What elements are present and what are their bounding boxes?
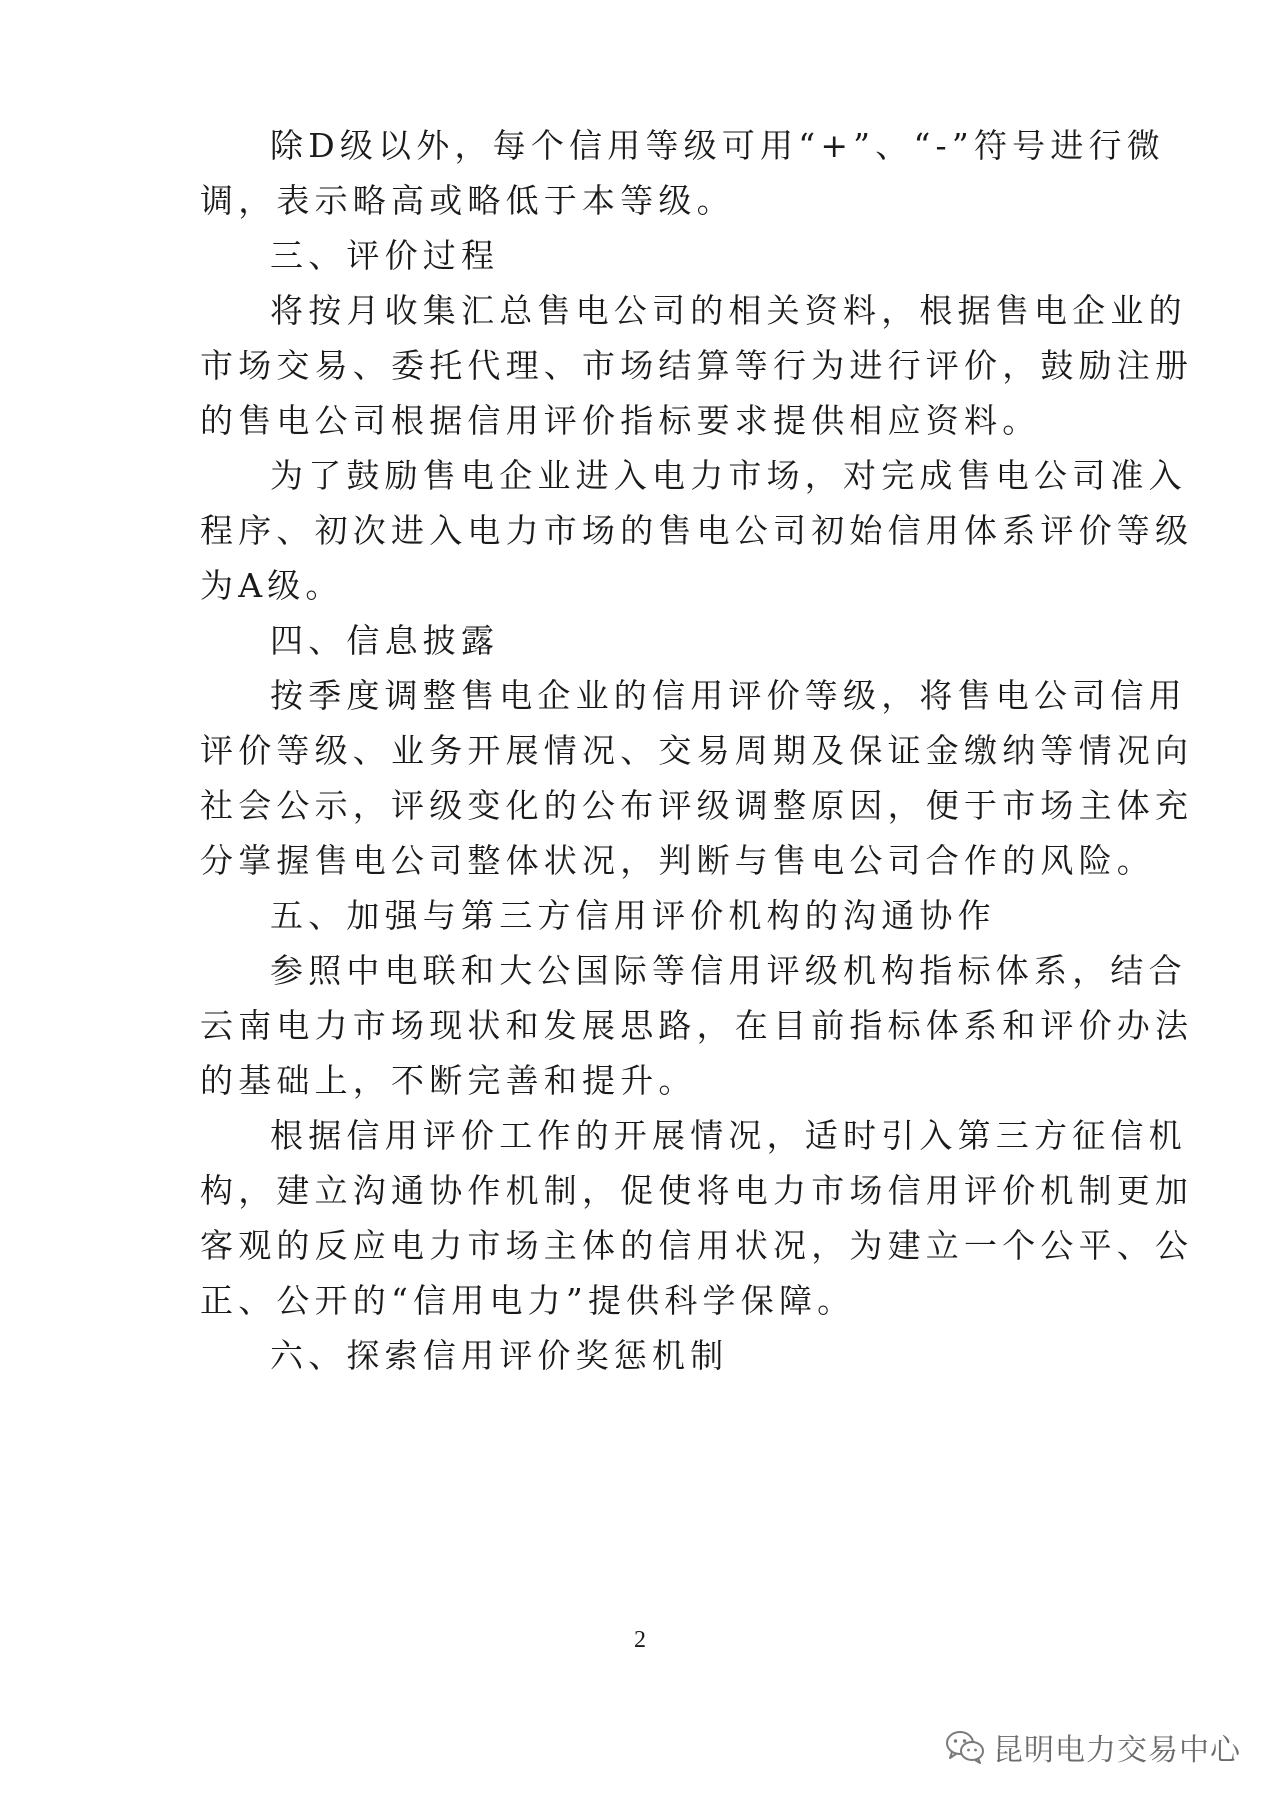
page-number: 2 (634, 1627, 646, 1653)
text-line: 按季度调整售电企业的信用评价等级，将售电公司信用 (270, 676, 1187, 715)
text-line: 构，建立沟通协作机制，促使将电力市场信用评价机制更加 (200, 1171, 1194, 1210)
text-line: 为了鼓励售电企业进入电力市场，对完成售电公司准入 (270, 456, 1187, 495)
text-line: 客观的反应电力市场主体的信用状况，为建立一个公平、公 (200, 1226, 1194, 1265)
section-heading: 六、探索信用评价奖惩机制 (270, 1336, 729, 1375)
text-line: 将按月收集汇总售电公司的相关资料，根据售电企业的 (270, 291, 1187, 330)
wechat-icon (945, 1729, 985, 1765)
text-line: 的基础上，不断完善和提升。 (200, 1061, 697, 1100)
text-line: 正、公开的“信用电力”提供科学保障。 (200, 1281, 856, 1320)
text-line: 参照中电联和大公国际等信用评级机构指标体系，结合 (270, 951, 1187, 990)
section-heading: 四、信息披露 (270, 621, 500, 660)
text-line: 云南电力市场现状和发展思路，在目前指标体系和评价办法 (200, 1006, 1194, 1045)
text-line: 市场交易、委托代理、市场结算等行为进行评价，鼓励注册 (200, 346, 1194, 385)
text-line: 的售电公司根据信用评价指标要求提供相应资料。 (200, 401, 1041, 440)
watermark-text: 昆明电力交易中心 (993, 1733, 1241, 1768)
text-line: 分掌握售电公司整体状况，判断与售电公司合作的风险。 (200, 841, 1155, 880)
section-heading: 五、加强与第三方信用评价机构的沟通协作 (270, 896, 996, 935)
text-line: 社会公示，评级变化的公布评级调整原因，便于市场主体充 (200, 786, 1194, 825)
text-line: 调，表示略高或略低于本等级。 (200, 181, 735, 220)
wechat-watermark (945, 1725, 1241, 1769)
section-heading: 三、评价过程 (270, 236, 500, 275)
text-line: 除D级以外，每个信用等级可用“+”、“-”符号进行微 (270, 126, 1165, 165)
text-line: 评价等级、业务开展情况、交易周期及保证金缴纳等情况向 (200, 731, 1194, 770)
text-line: 根据信用评价工作的开展情况，适时引入第三方征信机 (270, 1116, 1187, 1155)
text-line: 为A级。 (200, 566, 344, 605)
text-line: 程序、初次进入电力市场的售电公司初始信用体系评价等级 (200, 511, 1194, 550)
